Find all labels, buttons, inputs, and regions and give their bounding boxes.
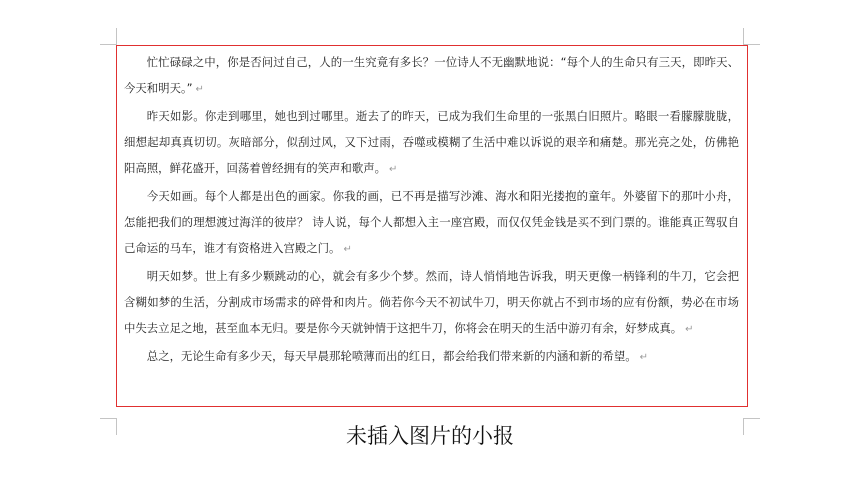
document-caption: 未插入图片的小报 <box>346 424 514 448</box>
paragraph-mark-icon: ↵ <box>685 324 694 335</box>
paragraph-tomorrow[interactable] <box>124 263 739 343</box>
paragraph-text: 明天如梦。世上有多少颗跳动的心，就会有多少个梦。然而，诗人悄悄地告诉我，明天更像一柄锋利的牛刀，它会把含糊如梦的生活，分割成市场需求的碎骨和肉片。倘若你今天不初试牛刀，明天你就占不到市场的应有份额，势必在市场中失去立足之地，甚至血本无归。要是你今天就钟情于这把牛刀，你将会在明天的生活中游刃有余，好梦成真。 <box>124 269 739 335</box>
paragraph-text: 总之，无论生命有多少天，每天早晨那轮喷薄而出的红日，都会给我们带来新的内涵和新的希望。 <box>146 349 637 363</box>
paragraph-mark-icon: ↵ <box>195 84 204 95</box>
paragraph-text: 今天如画。每个人都是出色的画家。你我的画，已不再是描写沙滩、海水和阳光搂抱的童年。外婆留下的那叶小舟，怎能把我们的理想渡过海洋的彼岸？ 诗人说，每个人都想入主一座宫殿，而仅仅凭金钱是买不到门票的。谁能真正驾驭自己命运的马车，谁才有资格进入宫殿之门。 <box>124 189 739 255</box>
text-box-frame[interactable] <box>116 45 748 407</box>
paragraph-intro[interactable] <box>124 49 739 103</box>
paragraph-mark-icon: ↵ <box>389 164 398 175</box>
paragraph-conclusion[interactable] <box>124 343 739 371</box>
paragraph-mark-icon: ↵ <box>343 244 352 255</box>
paragraph-text: 昨天如影。你走到哪里，她也到过哪里。逝去了的昨天，已成为我们生命里的一张黑白旧照片。略眼一看朦朦胧胧，细想起却真真切切。灰暗部分，似刮过风，又下过雨，吞噬或模糊了生活中难以诉说的艰辛和痛楚。那光亮之处，仿佛艳阳高照，鲜花盛开，回荡着曾经拥有的笑声和歌声。 <box>124 109 739 175</box>
paragraph-yesterday[interactable] <box>124 103 739 183</box>
paragraph-mark-icon: ↵ <box>639 352 648 363</box>
crop-mark-top-left <box>100 28 117 45</box>
crop-mark-top-right <box>743 28 760 45</box>
paragraph-today[interactable] <box>124 183 739 263</box>
paragraph-text: 忙忙碌碌之中，你是否问过自己，人的一生究竟有多长？一位诗人不无幽默地说：“每个人的生命只有三天，即昨天、今天和明天。” <box>124 55 739 95</box>
